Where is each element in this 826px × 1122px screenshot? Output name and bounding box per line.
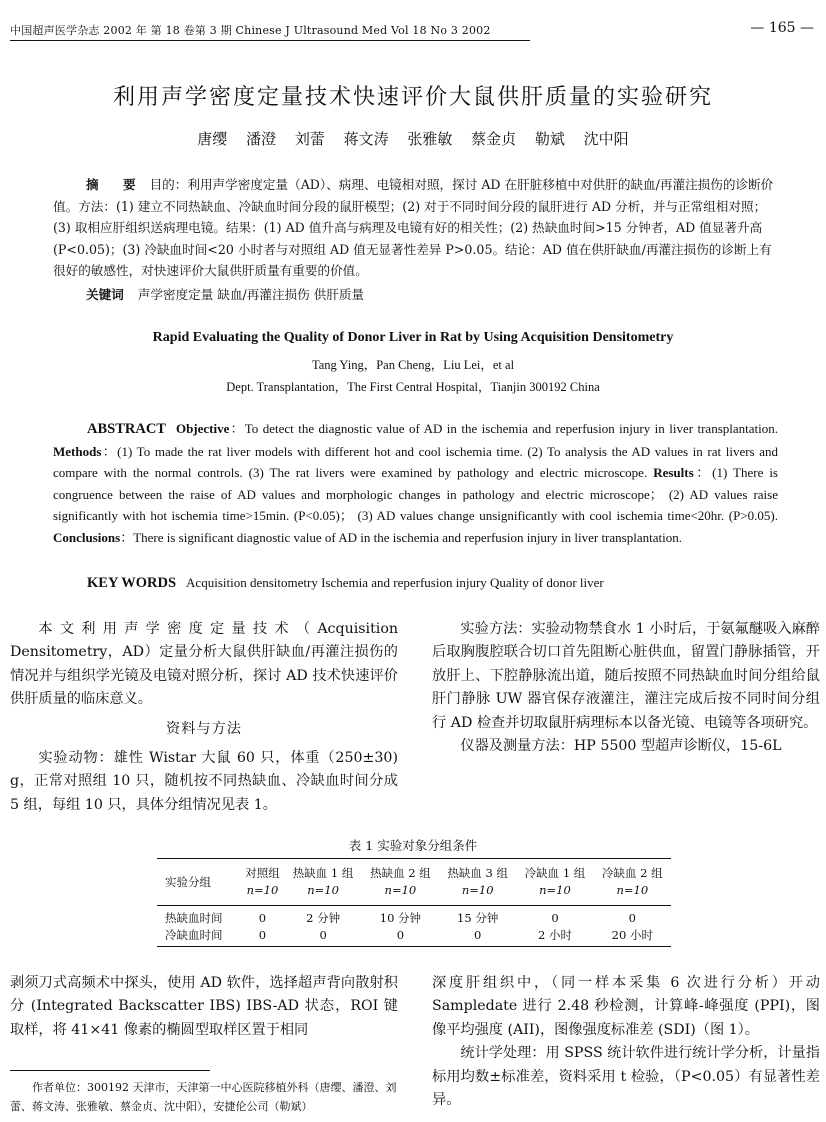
column-n: n=10 [594, 882, 671, 906]
stats-paragraph: 统计学处理：用 SPSS 统计软件进行统计学分析，计量指标用均数±标准差，资料采用 t 检验，（P<0.05）有显著性差异。 [432, 1045, 820, 1109]
table-title: 表 1 实验对象分组条件 [348, 838, 478, 853]
keywords-text: 声学密度定量 缺血/再灌注损伤 供肝质量 [137, 287, 365, 302]
row-label: 冷缺血时间 [157, 927, 240, 947]
body-right-column [432, 618, 820, 758]
sampling-paragraph: 深度肝组织中，（同一样本采集 6 次进行分析）开动 Sampledate 进行 2.48 秒检测，计算峰-峰强度 (PPI)，图像平均强度 (AII)，图像强度标准差 (SDI)（图 1）。 [432, 975, 820, 1038]
methods-label: Methods [53, 443, 102, 459]
methods-text: ：(1) To made the rat liver models with different hot and cool ischemia time. (2) To analysis the AD values in rat livers and compare with the normal controls. (3) The rat livers were examined by pathology and electric microscope. [53, 443, 778, 481]
table-cell: 2 分钟 [306, 911, 341, 925]
column-header: 冷缺血 1 组 [516, 859, 593, 883]
column-header: 对照组 [240, 859, 284, 883]
table-cell: 0 [439, 927, 516, 947]
page-number: — 165 — [750, 20, 814, 36]
column-header: 热缺血 1 组 [284, 859, 361, 883]
english-keywords [53, 575, 778, 592]
table-cell: 10 分钟 [379, 911, 422, 925]
column-n: n=10 [362, 882, 439, 906]
abstract-label: 摘 要 [86, 177, 146, 192]
column-header: 冷缺血 2 组 [594, 859, 671, 883]
table-cell: 0 [240, 927, 284, 947]
row-header-cell: 实验分组 [157, 859, 240, 906]
group-table [157, 858, 671, 947]
table-cell: 0 [258, 911, 267, 925]
keywords-label: 关键词 [86, 287, 124, 302]
chinese-keywords [53, 284, 778, 306]
english-authors: Tang Ying，Pan Cheng，Liu Lei，et al [311, 358, 515, 372]
column-header: 热缺血 3 组 [439, 859, 516, 883]
english-abstract [53, 418, 778, 549]
table-cell: 0 [362, 927, 439, 947]
table-row [157, 906, 671, 928]
intro-paragraph: 本文利用声学密度定量技术（Acquisition Densitometry，AD）定量分析大鼠供肝缺血/再灌注损伤的情况并与组织学光镜及电镜对照分析，探讨 AD 技术快速评价供肝质量的临床意义。 [10, 621, 398, 708]
keywords-heading: KEY WORDS [87, 575, 177, 591]
results-label: Results [653, 465, 694, 481]
results-text: ：(1) There is congruence between the raise of AD values and morphologic changes in pathology and electric microscope； (2) AD values raise significantly with hot ischemia time>15min. (P<0.05)； (3) AD values change unsignificantly with cool ischemia time<20hr. (P>0.05). [53, 465, 778, 524]
footnote-rule [10, 1070, 210, 1071]
row-label: 热缺血时间 [165, 911, 223, 925]
animals-paragraph: 实验动物：雄性 Wistar 大鼠 60 只，体重（250±30) g，正常对照组 10 只，随机按不同热缺血、冷缺血时间分成 5 组，每组 10 只，具体分组情况见表 1。 [10, 750, 398, 813]
section-heading: 资料与方法 [166, 720, 242, 737]
column-header: 热缺血 2 组 [362, 859, 439, 883]
column-n: n=10 [439, 882, 516, 906]
body-left-column [10, 618, 398, 817]
abstract-text: 目的：利用声学密度定量（AD）、病理、电镜相对照，探讨 AD 在肝脏移植中对供肝的缺血/再灌注损伤的诊断价值。方法：(1) 建立不同热缺血、冷缺血时间分段的鼠肝模型；(2) 对于不同时间分段的鼠肝进行 AD 分析，并与正常组相对照；(3) 取相应肝组织送病理电镜。结果：(1) AD 值升高与病理及电镜有好的相关性；(2) 热缺血时间>15 分钟者，AD 值显著升高 (P<0.05)；(3) 冷缺血时间<20 小时者与对照组 AD 值无显著性差异 P>0.05。结论：AD 值在供肝缺血/再灌注损伤的诊断上有很好的敏感性，对快速评价大鼠供肝质量有重要的价值。 [53, 177, 774, 278]
method-paragraph: 实验方法：实验动物禁食水 1 小时后，于氨氟醚吸入麻醉后取胸腹腔联合切口首先阻断心脏供血，留置门静脉插管，开放肝上、下腔静脉流出道，随后按照不同热缺血时间分组给鼠肝门静脉 UW 器官保存液灌注，灌注完成后按不同时间分组行 AD 检查并切取鼠肝病理标本以备光镜、电镜等各项研究。 [432, 621, 820, 731]
english-affiliation: Dept. Transplantation，The First Central Hospital，Tianjin 300192 China [226, 380, 600, 394]
table-cell: 0 [628, 911, 636, 925]
paper-title: 利用声学密度定量技术快速评价大鼠供肝质量的实验研究 [112, 85, 713, 110]
table-cell: 20 小时 [594, 927, 671, 947]
header-rule [10, 40, 530, 41]
objective-label: Objective [175, 421, 230, 436]
objective-text: ：To detect the diagnostic value of AD in the ischemia and reperfusion injury in liver transplantation. [229, 421, 778, 436]
table-header-row [157, 859, 671, 883]
table-row [157, 927, 671, 947]
chinese-abstract [53, 174, 778, 282]
author-list: 唐缨 潘澄 刘蕾 蒋文涛 张雅敏 蔡金贞 勒斌 沈中阳 [197, 130, 629, 148]
lower-right-column [432, 972, 820, 1112]
english-keywords-text: Acquisition densitometry Ischemia and reperfusion injury Quality of donor liver [186, 575, 604, 590]
column-n: n=10 [240, 882, 284, 906]
conclusions-label: Conclusions [53, 529, 121, 545]
column-n: n=10 [284, 882, 361, 906]
running-header: 中国超声医学杂志 2002 年 第 18 卷第 3 期 Chinese J Ultrasound Med Vol 18 No 3 2002 [10, 24, 491, 37]
probe-paragraph: 剥须刀式高频术中探头，使用 AD 软件，选择超声背向散射积分 (Integrated Backscatter IBS) IBS-AD 状态，ROI 键取样，将 41×41 像素的椭圆型取样区置于相同 [10, 975, 398, 1038]
abstract-heading: ABSTRACT [87, 421, 166, 437]
table-cell: 15 分钟 [457, 911, 499, 925]
lower-left-column [10, 972, 398, 1042]
table-cell: 0 [284, 927, 361, 947]
author-footnote: 作者单位：300192 天津市，天津第一中心医院移植外科（唐缨、潘澄、刘蕾、蒋文涛、张雅敏、蔡金贞、沈中阳），安捷伦公司（勒斌） [10, 1081, 397, 1113]
table-cell: 2 小时 [516, 927, 593, 947]
english-title: Rapid Evaluating the Quality of Donor Liver in Rat by Using Acquisition Densitometry [152, 330, 674, 345]
table-cell: 0 [551, 911, 559, 925]
instrument-paragraph: 仪器及测量方法：HP 5500 型超声诊断仪，15-6L [460, 738, 782, 755]
conclusions-text: ：There is significant diagnostic value of AD in the ischemia and reperfusion injury in liver transplantation. [120, 529, 682, 545]
column-n: n=10 [516, 882, 593, 906]
